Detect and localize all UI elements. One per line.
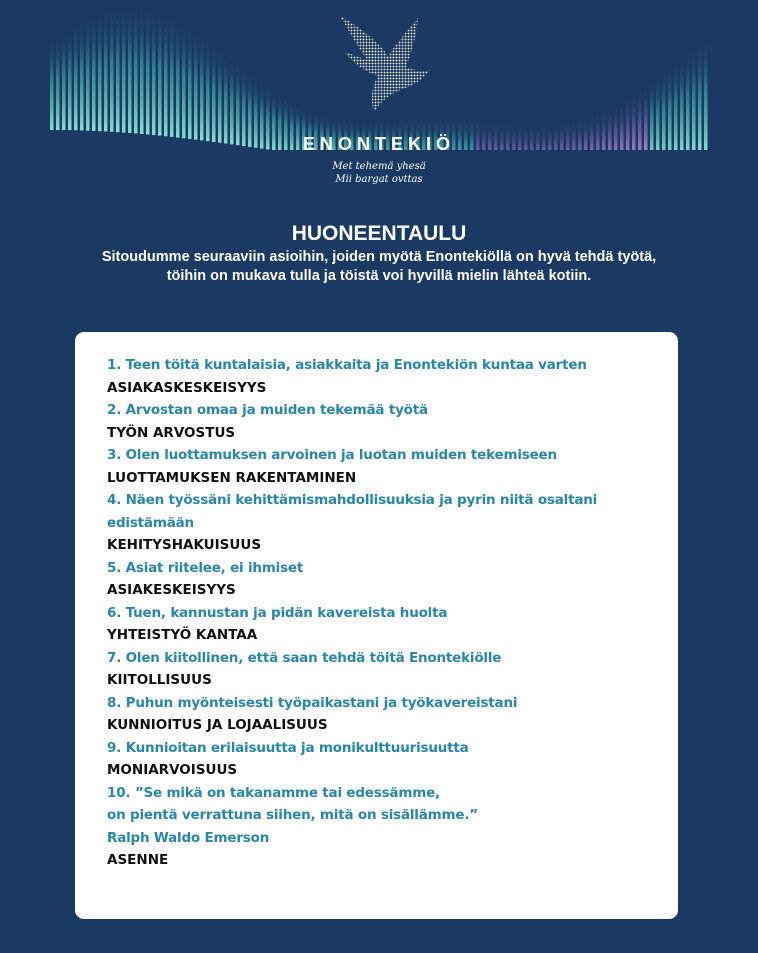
aurora-bar <box>98 9 102 131</box>
aurora-bar <box>146 6 150 135</box>
quote-author: Ralph Waldo Emerson <box>107 829 270 846</box>
aurora-bar <box>92 12 96 131</box>
page-title: HUONEENTAULU <box>291 222 467 245</box>
value-keyword-4: KEHITYSHAKUISUUS <box>107 537 262 553</box>
aurora-bar <box>176 18 180 138</box>
brand-slogan <box>0 160 758 186</box>
aurora-bar <box>116 4 120 132</box>
aurora-bar <box>110 6 114 132</box>
aurora-bar <box>236 63 240 145</box>
aurora-bar <box>200 34 204 141</box>
aurora-bar <box>128 4 132 134</box>
aurora-bar <box>140 4 144 134</box>
slogan-line-1: Met tehemä yhesä <box>332 161 426 172</box>
value-statement-10-line-1: 10. ”Se mikä on takanamme tai edessämme, <box>107 784 440 801</box>
aurora-bar <box>134 4 138 134</box>
aurora-bar <box>86 14 90 130</box>
value-statement-5: 5. Asiat riitelee, ei ihmiset <box>107 559 304 576</box>
aurora-bar <box>50 37 54 130</box>
aurora-bar <box>104 7 108 131</box>
aurora-bar <box>164 12 168 137</box>
value-statement-4: 4. Näen työssäni kehittämismahdollisuuksia ja pyrin niitä osaltani edistämään <box>107 492 598 531</box>
value-statement-8: 8. Puhun myönteisesti työpaikastani ja työkavereistani <box>107 694 518 711</box>
value-keyword-10: ASENNE <box>107 852 169 868</box>
brand-name: ENONTEKIÖ <box>302 134 455 154</box>
aurora-bar <box>68 25 72 130</box>
aurora-bar <box>230 58 234 145</box>
value-statement-9: 9. Kunnioitan erilaisuutta ja monikulttuurisuutta <box>107 739 469 756</box>
value-keyword-5: ASIAKESKEISYYS <box>107 582 236 598</box>
aurora-bar <box>212 43 216 142</box>
aurora-bar <box>62 29 66 130</box>
values-card <box>75 332 678 919</box>
value-statement-6: 6. Tuen, kannustan ja pidän kavereista huolta <box>107 604 448 621</box>
value-statement-7: 7. Olen kiitollinen, että saan tehdä töitä Enontekiölle <box>107 649 502 666</box>
aurora-bar <box>170 14 174 136</box>
aurora-bar <box>122 4 126 133</box>
aurora-bar <box>80 18 84 131</box>
bird-logo-icon <box>320 8 440 128</box>
value-keyword-3: LUOTTAMUKSEN RAKENTAMINEN <box>107 469 357 486</box>
aurora-bar <box>206 38 210 141</box>
value-statement-1: 1. Teen töitä kuntalaisia, asiakkaita ja Enontekiön kuntaa varten <box>107 357 587 373</box>
value-statement-3: 3. Olen luottamuksen arvoinen ja luotan muiden tekemiseen <box>107 447 557 463</box>
aurora-bar <box>224 53 228 144</box>
aurora-bar <box>56 33 60 130</box>
aurora-bar <box>158 9 162 135</box>
aurora-bar <box>218 48 222 143</box>
aurora-bar <box>74 21 78 130</box>
value-keyword-2: TYÖN ARVOSTUS <box>107 424 236 441</box>
aurora-bar <box>182 21 186 138</box>
values-list <box>107 354 667 872</box>
intro-text: Sitoudumme seuraaviin asioihin, joiden myötä Enontekiöllä on hyvä tehdä työtä, töihin on mukava tulla ja töistä voi hyvillä mielin lähteä kotiin. <box>101 249 657 284</box>
value-statement-2: 2. Arvostan omaa ja muiden tekemää työtä <box>107 402 428 418</box>
value-keyword-8: KUNNIOITUS JA LOJAALISUUS <box>107 717 328 733</box>
value-keyword-6: YHTEISTYÖ KANTAA <box>107 627 258 643</box>
value-statement-10-line-2: on pientä verrattuna siihen, mitä on sisällämme.” <box>107 807 478 823</box>
value-keyword-1: ASIAKASKESKEISYYS <box>107 379 267 396</box>
aurora-bar <box>188 25 192 139</box>
value-keyword-7: KIITOLLISUUS <box>107 672 212 688</box>
aurora-bar <box>152 7 156 135</box>
slogan-line-2: Mii bargat ovttas <box>335 174 423 185</box>
value-keyword-9: MONIARVOISUUS <box>107 762 238 778</box>
aurora-bar <box>194 29 198 139</box>
